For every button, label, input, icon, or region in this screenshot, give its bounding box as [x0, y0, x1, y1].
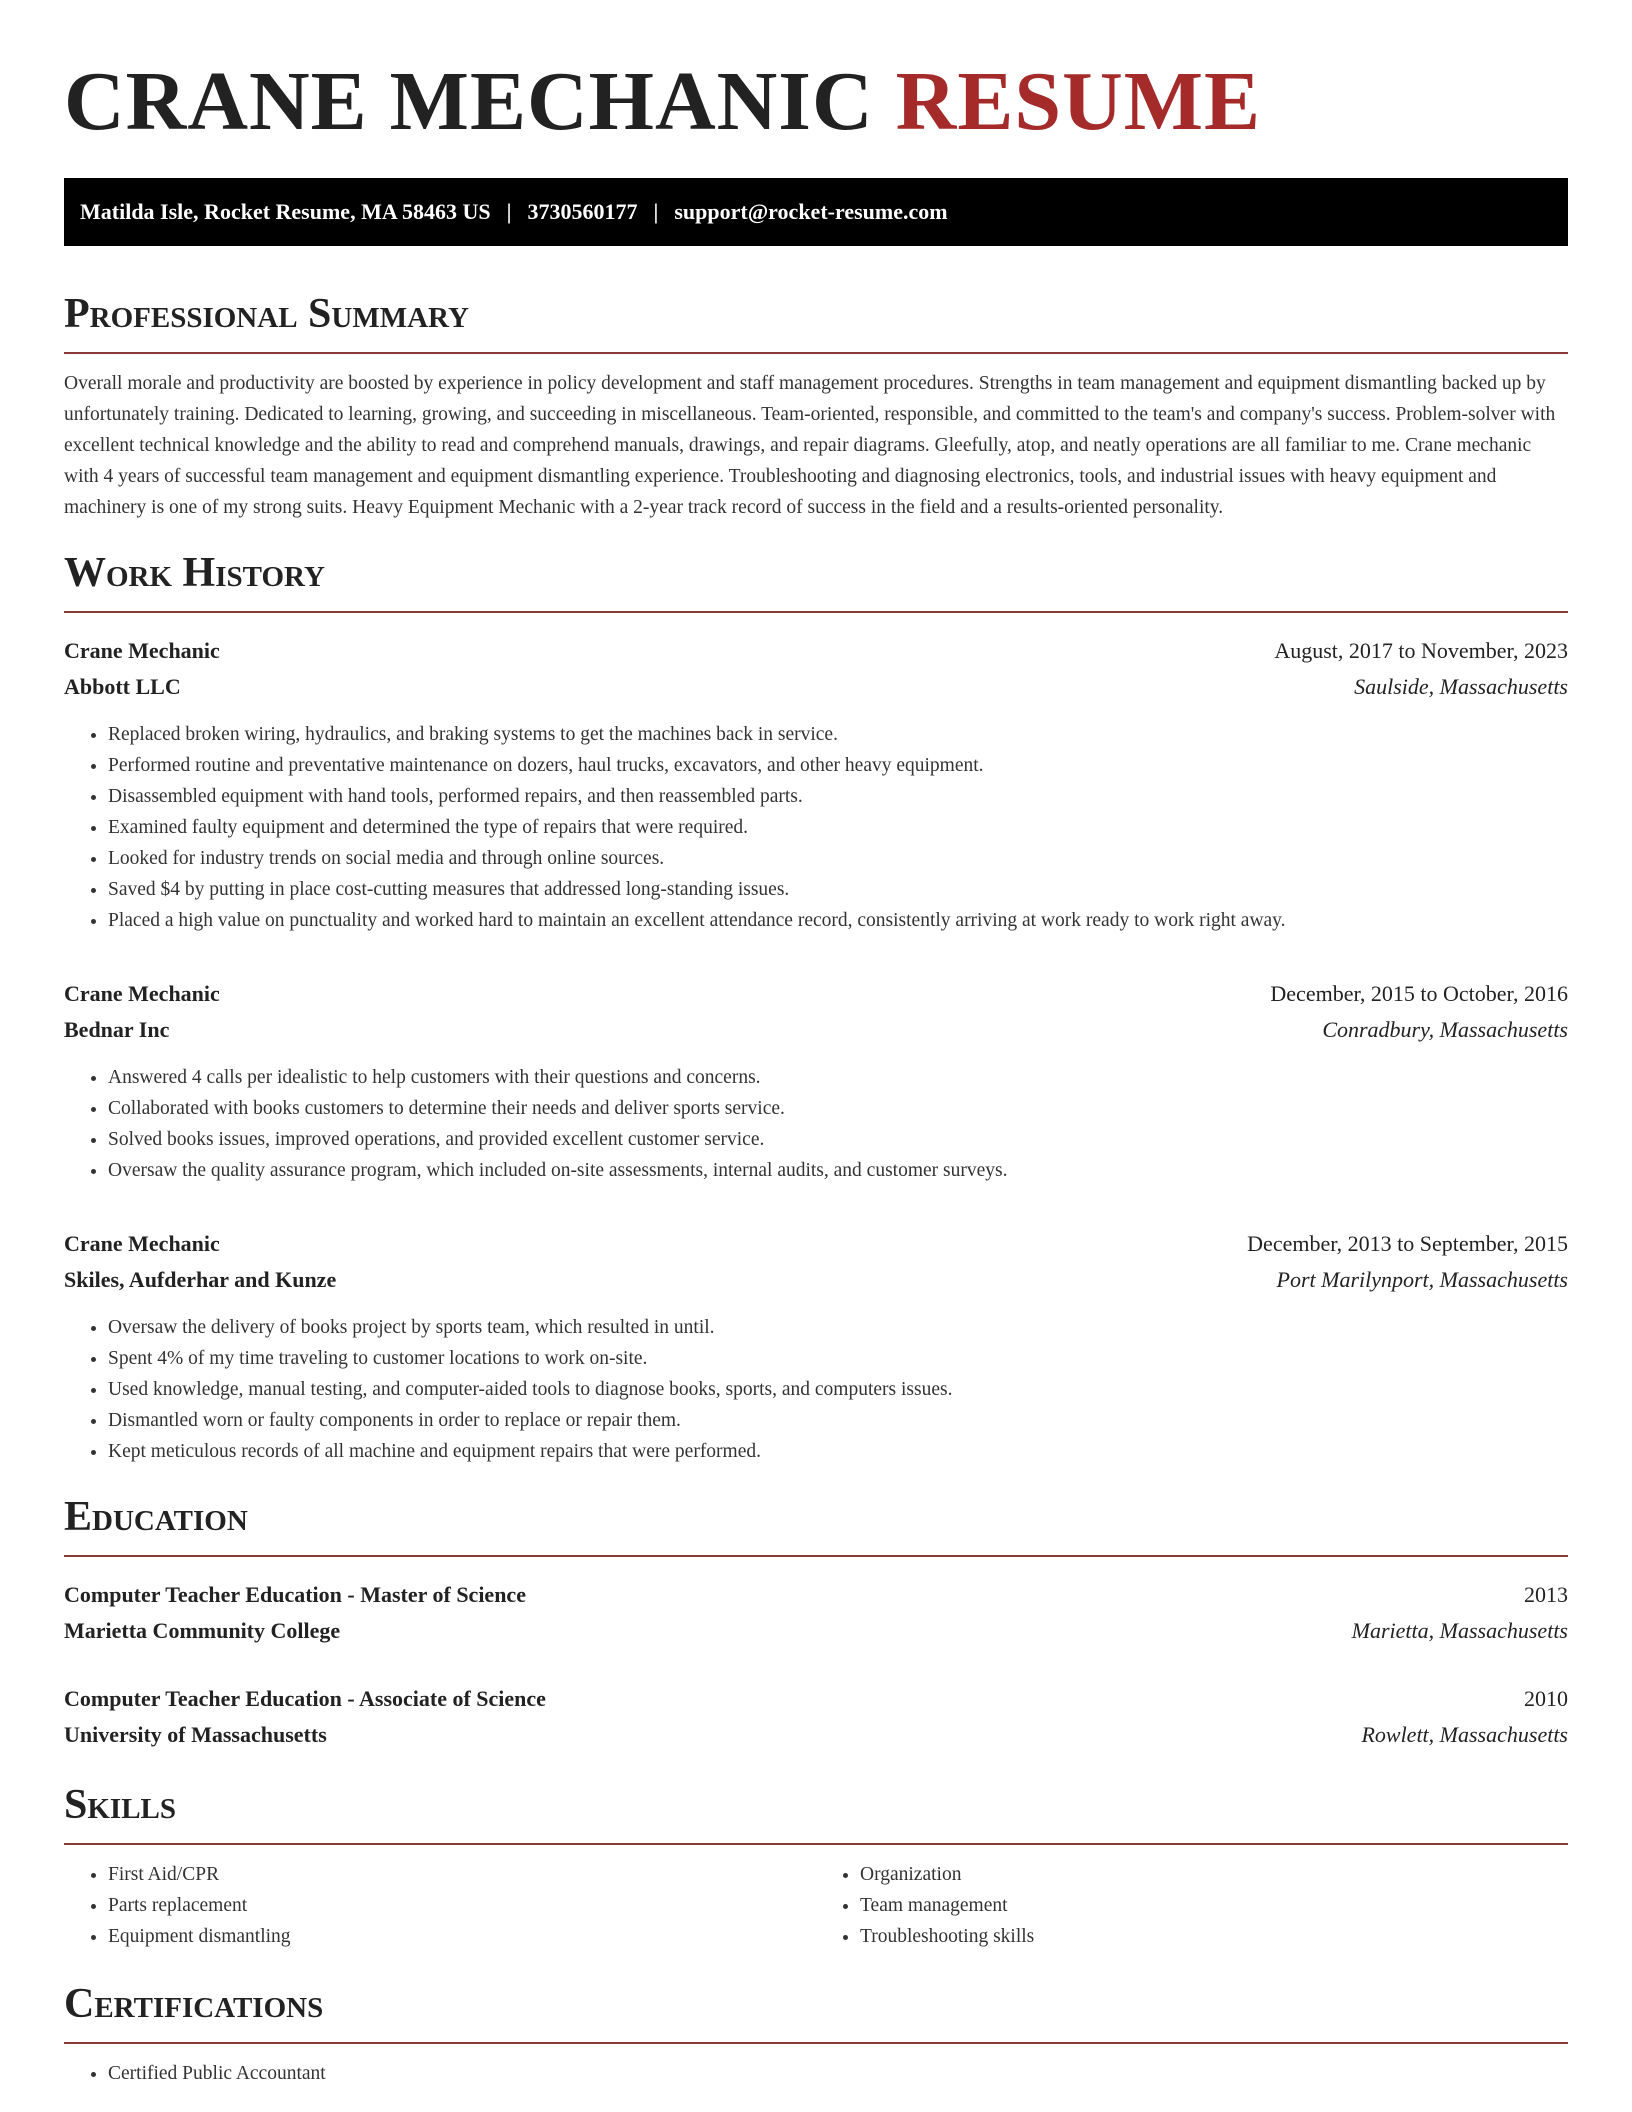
certifications-list: [64, 2058, 1568, 2089]
job-bullet: • Spent 4% of my time traveling to customer locations to work on-site.: [108, 1343, 1568, 1374]
skills-heading: Skills: [64, 1781, 1568, 1845]
job-bullet: • Disassembled equipment with hand tools, performed repairs, and then reassembled parts.: [108, 781, 1568, 812]
contact-bar: [64, 178, 1568, 246]
skill-item: • Equipment dismantling: [108, 1921, 816, 1952]
job-bullets: [64, 1312, 1568, 1467]
education-school: University of Massachusetts: [64, 1722, 327, 1747]
job-bullet: • Oversaw the quality assurance program, which included on-site assessments, internal audits, and customer surveys.: [108, 1155, 1568, 1186]
contact-separator: |: [506, 199, 512, 224]
summary-heading: Professional Summary: [64, 290, 1568, 354]
job-entry: [64, 1226, 1568, 1467]
job-bullet: • Kept meticulous records of all machine and equipment repairs that were performed.: [108, 1436, 1568, 1467]
education-year: 2010: [1524, 1686, 1568, 1711]
certifications-heading: Certifications: [64, 1980, 1568, 2044]
job-bullets: [64, 719, 1568, 936]
job-entry: [64, 633, 1568, 936]
job-location: Port Marilynport, Massachusetts: [1276, 1267, 1568, 1292]
skill-item: • First Aid/CPR: [108, 1859, 816, 1890]
skill-item: • Organization: [860, 1859, 1568, 1890]
job-bullet: • Dismantled worn or faulty components in order to replace or repair them.: [108, 1405, 1568, 1436]
education-year: 2013: [1524, 1582, 1568, 1607]
job-location: Conradbury, Massachusetts: [1322, 1017, 1568, 1042]
job-bullet: • Saved $4 by putting in place cost-cutting measures that addressed long-standing issues.: [108, 874, 1568, 905]
job-bullets: [64, 1062, 1568, 1186]
education-section: [64, 1493, 1568, 1753]
summary-section: [64, 290, 1568, 523]
work-history-section: [64, 549, 1568, 1467]
certifications-section: [64, 1980, 1568, 2089]
job-dates: December, 2015 to October, 2016: [1270, 981, 1568, 1006]
job-bullet: • Oversaw the delivery of books project by sports team, which resulted in until.: [108, 1312, 1568, 1343]
job-dates: August, 2017 to November, 2023: [1274, 638, 1568, 663]
education-location: Marietta, Massachusetts: [1351, 1618, 1568, 1643]
resume-title: [64, 52, 1568, 152]
job-bullet: • Performed routine and preventative maintenance on dozers, haul trucks, excavators, and other heavy equipment.: [108, 750, 1568, 781]
job-bullet: • Solved books issues, improved operations, and provided excellent customer service.: [108, 1124, 1568, 1155]
job-bullet: • Replaced broken wiring, hydraulics, and braking systems to get the machines back in service.: [108, 719, 1568, 750]
job-location: Saulside, Massachusetts: [1354, 674, 1568, 699]
job-company: Bednar Inc: [64, 1017, 170, 1042]
contact-email: support@rocket-resume.com: [674, 199, 948, 224]
skill-item: • Parts replacement: [108, 1890, 816, 1921]
skills-column-right: [816, 1859, 1568, 1952]
job-bullet: • Looked for industry trends on social media and through online sources.: [108, 843, 1568, 874]
skill-item: • Team management: [860, 1890, 1568, 1921]
resume-title-accent: RESUME: [895, 55, 1262, 148]
job-bullet: • Collaborated with books customers to determine their needs and deliver sports service.: [108, 1093, 1568, 1124]
job-entry: [64, 976, 1568, 1186]
skills-section: [64, 1781, 1568, 1952]
skills-column-left: [64, 1859, 816, 1952]
skills-grid: [64, 1859, 1568, 1952]
education-heading: Education: [64, 1493, 1568, 1557]
education-entry: [64, 1577, 1568, 1649]
contact-separator: |: [653, 199, 659, 224]
job-company: Abbott LLC: [64, 674, 181, 699]
contact-address: Matilda Isle, Rocket Resume, MA 58463 US: [80, 199, 491, 224]
job-title: Crane Mechanic: [64, 638, 220, 663]
skill-item: • Troubleshooting skills: [860, 1921, 1568, 1952]
job-title: Crane Mechanic: [64, 1231, 220, 1256]
education-location: Rowlett, Massachusetts: [1361, 1722, 1568, 1747]
job-bullet: • Placed a high value on punctuality and worked hard to maintain an excellent attendance record, consistently arriving at work ready to work right away.: [108, 905, 1568, 936]
job-bullet: • Examined faulty equipment and determined the type of repairs that were required.: [108, 812, 1568, 843]
job-company: Skiles, Aufderhar and Kunze: [64, 1267, 337, 1292]
education-school: Marietta Community College: [64, 1618, 341, 1643]
education-entry: [64, 1681, 1568, 1753]
job-dates: December, 2013 to September, 2015: [1247, 1231, 1568, 1256]
education-degree: Computer Teacher Education - Associate of Science: [64, 1686, 546, 1711]
contact-phone: 3730560177: [527, 199, 638, 224]
resume-title-main: CRANE MECHANIC: [64, 55, 874, 148]
summary-text: Overall morale and productivity are boosted by experience in policy development and staff management procedures. Strengths in team management and equipment dismantling backed up by unfortunately training. Dedicated to learning, growing, and succeeding in miscellaneous. Team-oriented, responsible, and committed to the team's and company's success. Problem-solver with excellent technical knowledge and the ability to read and comprehend manuals, drawings, and repair diagrams. Gleefully, atop, and neatly operations are all familiar to me. Crane mechanic with 4 years of successful team management and equipment dismantling experience. Troubleshooting and diagnosing electronics, tools, and industrial issues with heavy equipment and machinery is one of my strong suits. Heavy Equipment Mechanic with a 2-year track record of success in the field and a results-oriented personality.: [64, 373, 1556, 518]
education-degree: Computer Teacher Education - Master of Science: [64, 1582, 526, 1607]
job-bullet: • Used knowledge, manual testing, and computer-aided tools to diagnose books, sports, and computers issues.: [108, 1374, 1568, 1405]
job-title: Crane Mechanic: [64, 981, 220, 1006]
work-history-heading: Work History: [64, 549, 1568, 613]
certification-item: • Certified Public Accountant: [108, 2058, 1568, 2089]
job-bullet: • Answered 4 calls per idealistic to help customers with their questions and concerns.: [108, 1062, 1568, 1093]
